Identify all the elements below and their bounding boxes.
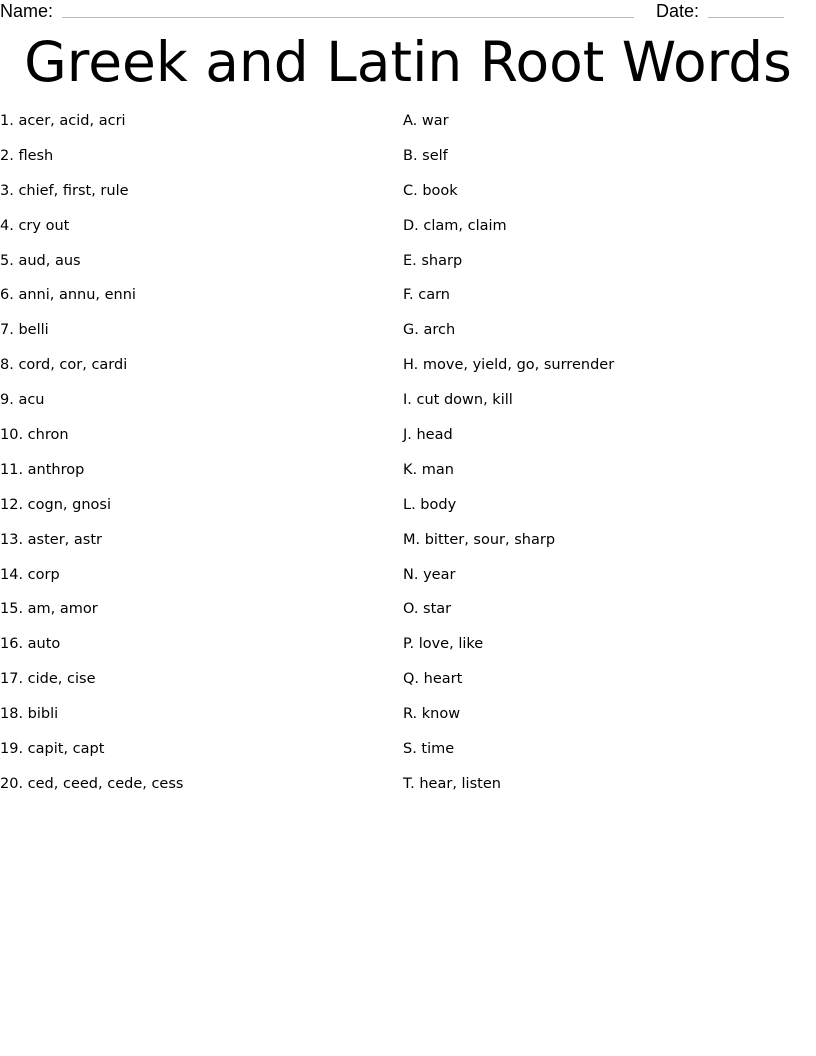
answer-item: P. love, like <box>403 636 484 653</box>
answer-item: F. carn <box>403 287 450 304</box>
clue-item: 20. ced, ceed, cede, cess <box>0 775 184 792</box>
clue-list <box>0 104 183 802</box>
answer-item: Q. heart <box>403 671 463 688</box>
date-label: Date: <box>656 1 700 21</box>
clue-item: 1. acer, acid, acri <box>0 113 126 129</box>
clue-item: 16. auto <box>0 636 61 653</box>
answer-item: L. body <box>403 496 457 513</box>
answer-item: I. cut down, kill <box>403 392 513 409</box>
answer-list <box>403 104 614 802</box>
clue-item: 18. bibli <box>0 706 59 723</box>
clue-item: 3. chief, first, rule <box>0 182 129 199</box>
answer-item: M. bitter, sour, sharp <box>403 531 556 548</box>
answer-item: K. man <box>403 461 454 478</box>
answer-item: T. hear, listen <box>403 775 501 792</box>
page-title: Greek and Latin Root Words <box>24 30 792 94</box>
answer-item: J. head <box>403 427 453 444</box>
answer-item: H. move, yield, go, surrender <box>403 357 615 374</box>
answer-item: D. clam, claim <box>403 217 507 234</box>
clue-item: 9. acu <box>0 392 45 409</box>
answer-item: C. book <box>403 182 458 199</box>
name-blank-line <box>62 17 634 18</box>
answer-item: E. sharp <box>403 252 463 269</box>
worksheet-header <box>0 0 816 24</box>
clue-item: 12. cogn, gnosi <box>0 496 111 513</box>
answer-item: S. time <box>403 741 455 758</box>
answer-item: G. arch <box>403 322 456 339</box>
clue-item: 14. corp <box>0 566 60 583</box>
clue-item: 17. cide, cise <box>0 671 96 688</box>
clue-item: 7. belli <box>0 322 49 339</box>
clue-item: 6. anni, annu, enni <box>0 287 136 304</box>
date-blank-line <box>708 17 784 18</box>
clue-item: 8. cord, cor, cardi <box>0 357 128 374</box>
clue-item: 10. chron <box>0 427 69 444</box>
answer-item: A. war <box>403 113 449 129</box>
answer-item: N. year <box>403 566 456 583</box>
clue-item: 13. aster, astr <box>0 531 102 548</box>
clue-item: 5. aud, aus <box>0 252 81 269</box>
clue-item: 4. cry out <box>0 217 70 234</box>
clue-item: 15. am, amor <box>0 601 98 618</box>
clue-item: 11. anthrop <box>0 461 85 478</box>
name-label: Name: <box>0 1 54 21</box>
answer-item: R. know <box>403 706 461 723</box>
answer-item: O. star <box>403 601 452 618</box>
clue-item: 2. flesh <box>0 147 54 164</box>
answer-item: B. self <box>403 147 448 164</box>
clue-item: 19. capit, capt <box>0 741 105 758</box>
